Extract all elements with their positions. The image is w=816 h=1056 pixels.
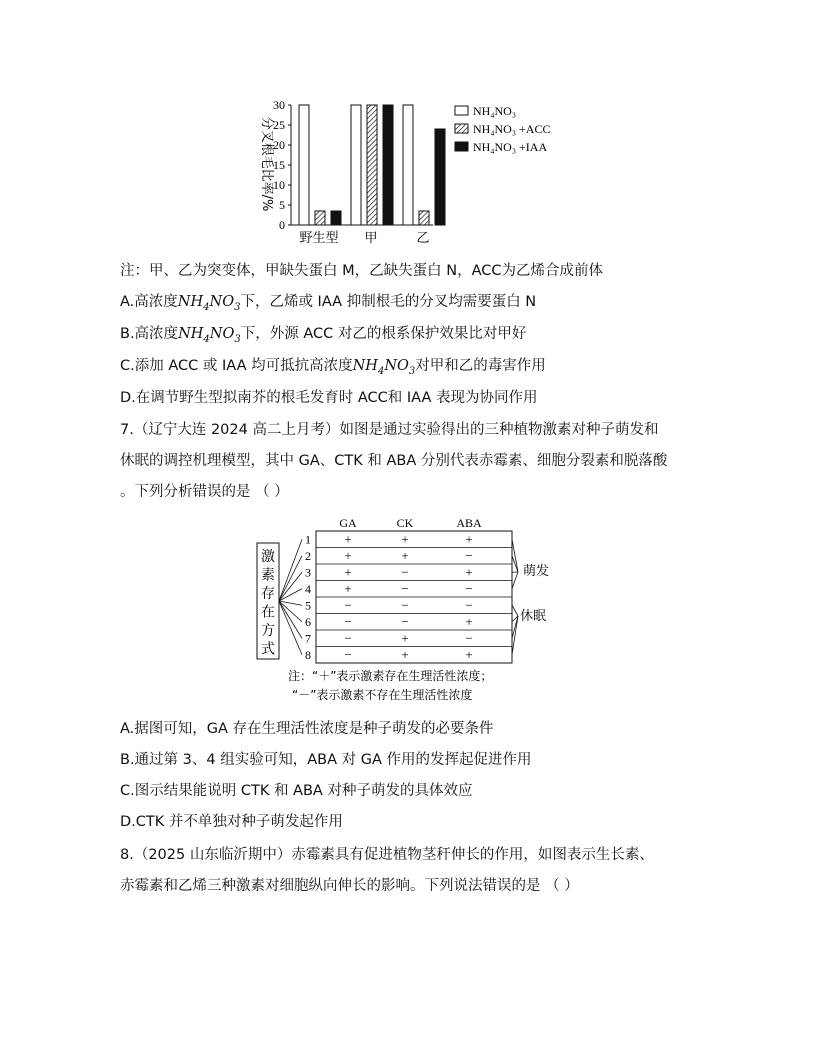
row-number: 6 [305,614,311,629]
y-tick-label: 25 [273,118,285,132]
fan-line [279,572,302,601]
cell-sign: + [401,630,409,646]
q7-stem-line-3: 。下列分析错误的是 （ ） [120,484,289,500]
bar-2-series-2 [367,105,377,225]
bar-3-series-3 [435,129,445,225]
y-tick-label: 30 [273,98,285,112]
cell-sign: + [465,564,473,580]
y-tick-label: 5 [279,198,285,212]
germinate-bracket [512,572,518,589]
cell-sign: − [465,580,473,596]
cell-sign: + [344,547,352,563]
dormant-label: 休眠 [520,609,547,624]
cell-sign: − [401,580,409,596]
q7-option-c[interactable]: C.图示结果能说明 CTK 和 ABA 对种子萌发的具体效应 [120,783,473,799]
row-number: 2 [305,548,311,563]
q7-stem-line-2: 休眠的调控机理模型，其中 GA、CTK 和 ABA 分别代表赤霉素、细胞分裂素和脱落酸 [120,453,668,469]
formula-nh4no3: $NH_4NO_3$ [177,294,241,313]
fan-line [279,601,302,638]
y-axis-label: 分叉根毛比率/% [259,116,274,212]
legend-swatch [455,106,468,115]
cell-sign: + [465,531,473,547]
x-category-label: 乙 [416,231,430,246]
cell-sign: + [344,564,352,580]
cell-sign: + [401,531,409,547]
x-category-label: 甲 [364,231,378,246]
column-header: GA [339,516,357,530]
row-number: 1 [305,532,311,547]
legend-label: NH₄NO₃ +ACC [473,122,551,136]
cell-sign: − [344,597,352,613]
cell-sign: − [465,630,473,646]
q6-c-post: 对甲和乙的毒害作用 [415,358,546,374]
q8-stem-line-2: 赤霉素和乙烯三种激素对细胞纵向伸长的影响。下列说法错误的是 （ ） [120,878,579,894]
q6-option-d[interactable]: D.在调节野生型拟南芥的根毛发育时 ACC和 IAA 表现为协同作用 [120,390,538,406]
hormone-table-diagram [250,512,570,706]
left-label-char: 式 [261,641,275,658]
cell-sign: − [401,564,409,580]
q7-stem-line-1: 7.（辽宁大连 2024 高二上月考）如图是通过实验得出的三种植物激素对种子萌发和 [120,422,659,438]
cell-sign: + [465,613,473,629]
row-number: 7 [305,631,311,646]
left-label-char: 激 [261,549,275,565]
dormant-bracket [512,605,518,616]
q6-a-pre: A.高浓度 [120,294,178,310]
cell-sign: + [344,531,352,547]
cell-sign: − [465,597,473,613]
formula-nh4no3: $NH_4NO_3$ [178,326,241,345]
row-number: 5 [305,598,311,613]
q6-option-a[interactable] [120,292,536,318]
germinate-label: 萌发 [523,564,550,579]
y-tick-label: 20 [273,138,285,152]
germinate-bracket [512,556,518,572]
q6-c-pre: C.添加 ACC 或 IAA 均可抵抗高浓度 [120,358,353,374]
table-note-2: “－”表示激素不存在生理活性浓度 [292,688,473,702]
cell-sign: + [465,646,473,662]
bar-chart [245,92,585,252]
column-header: CK [396,516,414,530]
row-number: 4 [305,581,311,596]
row-number: 8 [305,647,311,662]
bar-1-series-2 [315,211,325,225]
y-tick-label: 10 [273,178,285,192]
bar-3-series-2 [419,211,429,225]
q8-stem-line-1: 8.（2025 山东临沂期中）赤霉素具有促进植物茎秆伸长的作用，如图表示生长素、 [120,847,654,863]
fan-line [279,556,302,601]
legend-swatch [455,124,468,133]
cell-sign: − [344,630,352,646]
left-label-char: 在 [261,604,275,621]
x-category-label: 野生型 [299,231,339,246]
fan-line [279,601,302,655]
legend-label: NH₄NO₃ [473,104,517,118]
q7-option-a[interactable]: A.据图可知，GA 存在生理活性浓度是种子萌发的必要条件 [120,721,494,737]
q6-option-b[interactable] [120,324,526,350]
q7-option-d[interactable]: D.CTK 并不单独对种子萌发起作用 [120,814,343,830]
cell-sign: + [344,580,352,596]
cell-sign: − [344,646,352,662]
q6-a-post: 下，乙烯或 IAA 抑制根毛的分叉均需要蛋白 N [240,294,537,310]
fan-line [279,539,302,601]
bar-2-series-1 [351,105,361,225]
cell-sign: − [465,547,473,563]
y-tick-label: 15 [273,158,285,172]
fan-line [279,601,302,622]
bar-2-series-3 [383,105,393,225]
legend-label: NH₄NO₃ +IAA [473,140,548,154]
q6-b-pre: B.高浓度 [120,326,179,342]
y-tick-label: 0 [279,218,285,232]
column-header: ABA [456,516,482,530]
left-label-char: 存 [261,586,275,602]
left-label-char: 素 [261,567,275,584]
q6-option-c[interactable] [120,356,546,382]
cell-sign: − [401,597,409,613]
bar-3-series-1 [403,105,413,225]
left-label-char: 方 [261,623,275,639]
q6-b-post: 下，外源 ACC 对乙的根系保护效果比对甲好 [240,326,527,342]
cell-sign: + [401,547,409,563]
q6-note: 注：甲、乙为突变体，甲缺失蛋白 M，乙缺失蛋白 N，ACC为乙烯合成前体 [120,263,603,279]
row-number: 3 [305,565,311,580]
cell-sign: − [344,613,352,629]
legend-swatch [455,142,468,151]
cell-sign: − [401,613,409,629]
table-note-1: 注：“＋”表示激素存在生理活性浓度； [288,669,493,683]
bar-1-series-3 [331,211,341,225]
germinate-bracket [512,539,518,572]
q7-option-b[interactable]: B.通过第 3、4 组实验可知，ABA 对 GA 作用的发挥起促进作用 [120,752,532,768]
bar-1-series-1 [299,105,309,225]
cell-sign: + [401,646,409,662]
formula-nh4no3: $NH_4NO_3$ [352,358,416,377]
